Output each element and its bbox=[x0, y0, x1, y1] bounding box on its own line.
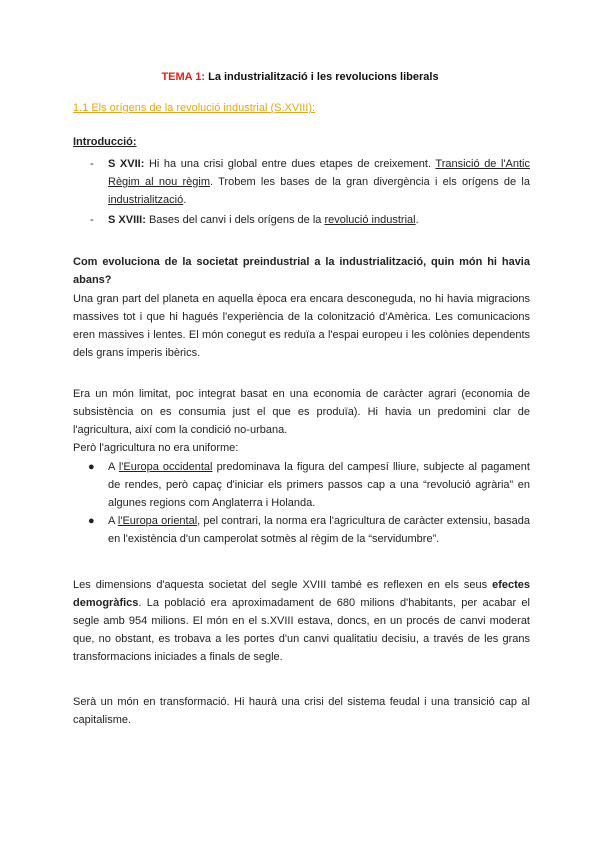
section-heading-text: 1.1 Els orígens de la revolució industrial (S.XVIII): bbox=[73, 102, 316, 114]
intro-item-label: S XVIII: bbox=[108, 214, 146, 226]
paragraph-4-emphasis: efectes demogràfics bbox=[73, 579, 530, 609]
paragraph-5: Serà un món en transformació. Hi haurà una crisi del sistema feudal i una transició cap al capitalisme. bbox=[73, 696, 530, 726]
dash-marker: - bbox=[90, 214, 94, 226]
intro-item-text: Hi ha una crisi global entre dues etapes de creixement. bbox=[148, 158, 432, 170]
paragraph-2: Era un món limitat, poc integrat basat en una economia de caràcter agrari (economia de subsistència on es consumia just el que es produïa). Hi havia un predomini clar de l'agricultura, així com la condició no-urbana. bbox=[73, 388, 530, 436]
section-heading bbox=[73, 102, 315, 114]
title-number: TEMA 1: bbox=[161, 71, 206, 83]
page-title bbox=[0, 71, 600, 83]
intro-item-link[interactable]: Transició de l'Antic Règim al nou règim bbox=[108, 158, 531, 188]
paragraph-4-text-a: Les dimensions d'aquesta societat del segle XVIII també es reflexen en els seus bbox=[73, 579, 488, 591]
intro-item-text: Bases del canvi i dels orígens de la bbox=[148, 214, 322, 226]
intro-list bbox=[73, 155, 530, 229]
bullet-link[interactable]: l'Europa oriental bbox=[117, 515, 198, 527]
intro-item-text-2: . Trobem les bases de la gran divergència i els orígens de la bbox=[210, 176, 530, 188]
intro-item-text-2: . bbox=[415, 214, 419, 226]
question-heading: Com evoluciona de la societat preindustrial a la industrialització, quin món hi havia abans? bbox=[73, 256, 530, 286]
paragraph-4-text-c: . La població era aproximadament de 680 milions d'habitants, per acabar el segle amb 954 milions. El món en el s.XVIII estava, doncs, en un procés de canvi moderat que, no obstant, es trobava a les portes d'un canvi qualitatiu decisiu, a través de les grans transformacions iniciades a finals de segle. bbox=[73, 597, 530, 663]
agriculture-list bbox=[73, 458, 530, 548]
bullet-text: , pel contrari, la norma era l'agricultura de caràcter extensiu, basada en l'existència d'un camperolat sotmès al règim de la “servidumbre”. bbox=[108, 515, 530, 545]
paragraph-1: Una gran part del planeta en aquella època era encara desconeguda, no hi havia migracions massives tot i que hi hagués l'experiència de la colonització d'Amèrica. Les comunicacions eren massives i lentes. El món conegut es reduïa a l'espai europeu i les colònies dependents dels grans imperis ibèrics. bbox=[73, 293, 530, 359]
intro-item-link-2[interactable]: industrialització bbox=[108, 194, 184, 206]
intro-item-xviii bbox=[73, 211, 530, 229]
paragraph-3: Però l'agricultura no era uniforme: bbox=[73, 442, 239, 454]
bullet-dot: ● bbox=[88, 461, 95, 473]
bullet-western-europe bbox=[73, 458, 530, 512]
intro-heading: Introducció: bbox=[73, 136, 137, 148]
bullet-link[interactable]: l'Europa occidental bbox=[118, 461, 213, 473]
bullet-prefix: A bbox=[108, 461, 115, 473]
intro-item-label: S XVII: bbox=[108, 158, 145, 170]
bullet-eastern-europe bbox=[73, 512, 530, 548]
paragraph-4 bbox=[73, 576, 530, 666]
intro-item-xvii bbox=[73, 155, 530, 209]
intro-item-link[interactable]: revolució industrial bbox=[324, 214, 416, 226]
title-text: La industrialització i les revolucions liberals bbox=[208, 71, 439, 83]
intro-item-text-3: . bbox=[183, 194, 187, 206]
dash-marker: - bbox=[90, 158, 94, 170]
bullet-dot: ● bbox=[88, 515, 95, 527]
bullet-prefix: A bbox=[108, 515, 115, 527]
bullet-text: predominava la figura del campesí lliure, subjecte al pagament de rendes, però capaç d'iniciar els primers passos cap a una “revolució agrària” en algunes regions com Anglaterra i Holanda. bbox=[108, 461, 530, 509]
